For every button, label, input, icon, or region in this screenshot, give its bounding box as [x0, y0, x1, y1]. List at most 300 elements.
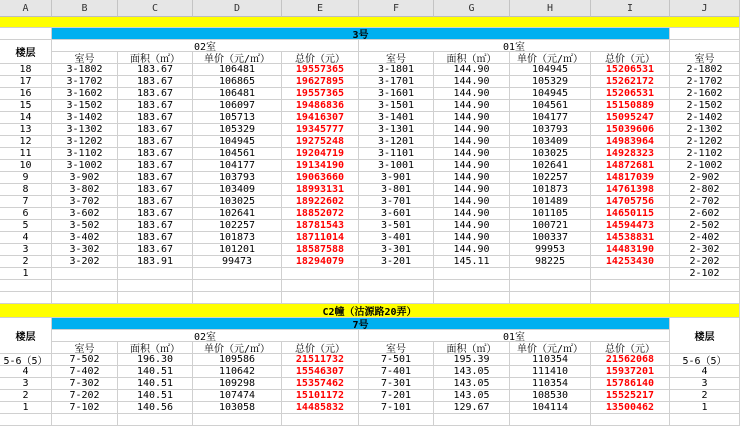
table-cell[interactable]: 15786140 — [591, 378, 670, 390]
table-cell[interactable]: 7-101 — [359, 402, 434, 414]
empty-cell[interactable] — [282, 280, 359, 292]
table-cell[interactable]: 6 — [0, 208, 52, 220]
table-cell[interactable]: 14761398 — [591, 184, 670, 196]
table-cell[interactable]: 183.67 — [118, 244, 193, 256]
table-cell[interactable]: 18294079 — [282, 256, 359, 268]
table-cell[interactable]: 105713 — [193, 112, 282, 124]
table-cell[interactable]: 7-401 — [359, 366, 434, 378]
table-cell[interactable]: 3-1802 — [52, 64, 118, 76]
table-cell[interactable]: 183.67 — [118, 160, 193, 172]
table-cell[interactable]: 2-1002 — [670, 160, 740, 172]
table-cell[interactable]: 183.67 — [118, 148, 193, 160]
table-cell[interactable]: 144.90 — [434, 196, 510, 208]
table-cell[interactable]: 12 — [0, 136, 52, 148]
table-cell[interactable]: 18922602 — [282, 196, 359, 208]
table-cell[interactable]: 19345777 — [282, 124, 359, 136]
table-cell[interactable]: 102257 — [193, 220, 282, 232]
table-cell[interactable]: 14485832 — [282, 402, 359, 414]
table-cell[interactable]: 140.56 — [118, 402, 193, 414]
table-cell[interactable]: 1 — [0, 402, 52, 414]
table-cell[interactable]: 3-502 — [52, 220, 118, 232]
table-cell[interactable]: 183.67 — [118, 64, 193, 76]
column-header-h[interactable]: H — [510, 0, 591, 17]
table-cell[interactable]: 19134190 — [282, 160, 359, 172]
table-cell[interactable]: 2-1502 — [670, 100, 740, 112]
table-cell[interactable]: 101873 — [193, 232, 282, 244]
table-cell[interactable]: 140.51 — [118, 366, 193, 378]
empty-cell[interactable] — [591, 414, 670, 426]
building-3-data-row — [0, 220, 740, 232]
table-cell[interactable]: 15525217 — [591, 390, 670, 402]
table-cell[interactable]: 19557365 — [282, 88, 359, 100]
building-3-data-row — [0, 256, 740, 268]
table-cell[interactable]: 3-202 — [52, 256, 118, 268]
table-cell[interactable]: 15206531 — [591, 64, 670, 76]
building-3-data-row — [0, 244, 740, 256]
table-cell[interactable]: 2 — [0, 390, 52, 402]
building-3-data-row — [0, 136, 740, 148]
table-cell[interactable]: 3-1101 — [359, 148, 434, 160]
table-cell[interactable]: 104561 — [193, 148, 282, 160]
column-header-i[interactable]: I — [591, 0, 670, 17]
table-cell[interactable]: 14594473 — [591, 220, 670, 232]
table-cell[interactable]: 15101172 — [282, 390, 359, 402]
table-cell[interactable]: 3-1001 — [359, 160, 434, 172]
table-cell[interactable]: 144.90 — [434, 220, 510, 232]
table-cell[interactable]: 102641 — [193, 208, 282, 220]
table-cell[interactable]: 3-1701 — [359, 76, 434, 88]
table-cell[interactable]: 10 — [0, 160, 52, 172]
table-cell[interactable]: 15357462 — [282, 378, 359, 390]
table-cell[interactable] — [434, 268, 510, 280]
table-cell[interactable]: 144.90 — [434, 184, 510, 196]
table-cell[interactable]: 14483190 — [591, 244, 670, 256]
empty-cell[interactable] — [359, 292, 434, 304]
table-cell[interactable] — [282, 268, 359, 280]
empty-cell[interactable] — [0, 292, 52, 304]
table-cell[interactable]: 18711014 — [282, 232, 359, 244]
table-cell[interactable]: 104177 — [193, 160, 282, 172]
table-cell[interactable]: 110354 — [510, 354, 591, 366]
empty-cell[interactable] — [510, 280, 591, 292]
table-cell[interactable]: 183.67 — [118, 88, 193, 100]
building-3-data-row — [0, 88, 740, 100]
table-cell[interactable] — [52, 268, 118, 280]
empty-cell[interactable] — [670, 292, 740, 304]
empty-cell[interactable] — [670, 280, 740, 292]
table-cell[interactable]: 15262172 — [591, 76, 670, 88]
empty-cell[interactable] — [510, 414, 591, 426]
empty-cell[interactable] — [591, 280, 670, 292]
column-label: 总价（元） — [591, 52, 670, 64]
table-cell[interactable]: 183.67 — [118, 100, 193, 112]
table-cell[interactable]: 2-1602 — [670, 88, 740, 100]
table-cell[interactable]: 129.67 — [434, 402, 510, 414]
table-cell[interactable]: 105329 — [510, 76, 591, 88]
table-cell[interactable]: 7-202 — [52, 390, 118, 402]
table-cell[interactable]: 144.90 — [434, 88, 510, 100]
table-cell[interactable]: 3-901 — [359, 172, 434, 184]
table-cell[interactable]: 14538831 — [591, 232, 670, 244]
table-cell[interactable]: 2 — [0, 256, 52, 268]
table-cell[interactable]: 101873 — [510, 184, 591, 196]
table-cell[interactable]: 19627895 — [282, 76, 359, 88]
table-cell[interactable]: 3 — [670, 378, 740, 390]
column-label: 单价（元/㎡） — [193, 52, 282, 64]
table-cell[interactable]: 3-701 — [359, 196, 434, 208]
building-3-data-row — [0, 208, 740, 220]
table-cell[interactable]: 14650115 — [591, 208, 670, 220]
empty-cell[interactable] — [510, 292, 591, 304]
table-cell[interactable]: 2-402 — [670, 232, 740, 244]
table-cell[interactable]: 15546307 — [282, 366, 359, 378]
table-cell[interactable]: 14253430 — [591, 256, 670, 268]
table-cell[interactable]: 107474 — [193, 390, 282, 402]
table-cell[interactable] — [510, 268, 591, 280]
table-cell[interactable]: 7-201 — [359, 390, 434, 402]
table-cell[interactable]: 183.67 — [118, 184, 193, 196]
table-cell[interactable]: 195.39 — [434, 354, 510, 366]
table-cell[interactable]: 14 — [0, 112, 52, 124]
table-cell[interactable]: 3-601 — [359, 208, 434, 220]
table-cell[interactable]: 183.67 — [118, 172, 193, 184]
table-cell[interactable]: 104114 — [510, 402, 591, 414]
table-cell[interactable]: 3-1302 — [52, 124, 118, 136]
table-cell[interactable]: 3-1402 — [52, 112, 118, 124]
table-cell[interactable]: 2-102 — [670, 268, 740, 280]
table-cell[interactable]: 144.90 — [434, 64, 510, 76]
building-3-data-row — [0, 172, 740, 184]
table-cell[interactable]: 1 — [0, 268, 52, 280]
table-cell[interactable]: 111410 — [510, 366, 591, 378]
empty-cell[interactable] — [193, 414, 282, 426]
empty-cell[interactable] — [52, 414, 118, 426]
empty-cell[interactable] — [434, 414, 510, 426]
table-cell[interactable]: 2-702 — [670, 196, 740, 208]
table-cell[interactable]: 99473 — [193, 256, 282, 268]
table-cell[interactable]: 7-302 — [52, 378, 118, 390]
table-cell[interactable]: 9 — [0, 172, 52, 184]
table-cell[interactable]: 21511732 — [282, 354, 359, 366]
table-cell[interactable]: 7-301 — [359, 378, 434, 390]
table-cell[interactable]: 14817039 — [591, 172, 670, 184]
table-cell[interactable]: 3-702 — [52, 196, 118, 208]
building-3-title-row — [0, 28, 740, 40]
table-cell[interactable]: 8 — [0, 184, 52, 196]
table-cell[interactable]: 14872681 — [591, 160, 670, 172]
table-cell[interactable]: 144.90 — [434, 100, 510, 112]
table-cell[interactable]: 144.90 — [434, 148, 510, 160]
table-cell[interactable]: 109298 — [193, 378, 282, 390]
c2-floor-header: 楼层 — [0, 318, 52, 354]
table-cell[interactable]: 144.90 — [434, 124, 510, 136]
table-cell[interactable]: 100721 — [510, 220, 591, 232]
table-cell[interactable]: 15937201 — [591, 366, 670, 378]
table-cell[interactable]: 2-1702 — [670, 76, 740, 88]
table-cell[interactable] — [591, 268, 670, 280]
table-cell[interactable]: 140.51 — [118, 390, 193, 402]
table-cell[interactable]: 144.90 — [434, 172, 510, 184]
table-cell[interactable]: 2-602 — [670, 208, 740, 220]
table-cell[interactable]: 106865 — [193, 76, 282, 88]
table-cell[interactable]: 3-802 — [52, 184, 118, 196]
table-cell[interactable]: 19063660 — [282, 172, 359, 184]
column-header-j[interactable]: J — [670, 0, 740, 17]
column-label: 面积（㎡） — [118, 52, 193, 64]
table-cell[interactable]: 106097 — [193, 100, 282, 112]
empty-cell[interactable] — [118, 414, 193, 426]
empty-cell[interactable] — [591, 292, 670, 304]
table-cell[interactable]: 143.05 — [434, 366, 510, 378]
table-cell[interactable]: 3-302 — [52, 244, 118, 256]
building-3-data-row — [0, 184, 740, 196]
column-header-a[interactable]: A — [0, 0, 52, 17]
empty-cell[interactable] — [0, 414, 52, 426]
table-cell[interactable]: 15206531 — [591, 88, 670, 100]
table-cell[interactable]: 18 — [0, 64, 52, 76]
column-label: 室号 — [359, 342, 434, 354]
empty-cell[interactable] — [282, 414, 359, 426]
table-cell[interactable]: 183.67 — [118, 76, 193, 88]
table-cell[interactable]: 103793 — [510, 124, 591, 136]
table-cell[interactable]: 13500462 — [591, 402, 670, 414]
table-cell[interactable]: 3-301 — [359, 244, 434, 256]
table-cell[interactable] — [118, 268, 193, 280]
table-cell[interactable]: 2-202 — [670, 256, 740, 268]
table-cell[interactable]: 145.11 — [434, 256, 510, 268]
table-cell[interactable]: 3-201 — [359, 256, 434, 268]
table-cell[interactable]: 18852072 — [282, 208, 359, 220]
table-cell[interactable]: 11 — [0, 148, 52, 160]
table-cell[interactable]: 101489 — [510, 196, 591, 208]
table-cell[interactable]: 104945 — [510, 88, 591, 100]
table-cell[interactable]: 104561 — [510, 100, 591, 112]
table-cell[interactable]: 104177 — [510, 112, 591, 124]
table-cell[interactable]: 108530 — [510, 390, 591, 402]
table-cell[interactable]: 14928323 — [591, 148, 670, 160]
table-cell[interactable]: 3-1602 — [52, 88, 118, 100]
table-cell[interactable]: 3-1202 — [52, 136, 118, 148]
table-cell[interactable]: 102641 — [510, 160, 591, 172]
empty-cell[interactable] — [359, 414, 434, 426]
table-cell[interactable]: 103025 — [510, 148, 591, 160]
column-header-e[interactable]: E — [282, 0, 359, 17]
building-7-unit-row — [0, 330, 740, 342]
table-cell[interactable]: 3-1502 — [52, 100, 118, 112]
table-cell[interactable]: 4 — [0, 232, 52, 244]
table-cell[interactable]: 105329 — [193, 124, 282, 136]
table-cell[interactable]: 144.90 — [434, 112, 510, 124]
table-cell[interactable]: 2-802 — [670, 184, 740, 196]
table-cell[interactable]: 5-6（5） — [670, 354, 740, 366]
table-cell[interactable]: 19557365 — [282, 64, 359, 76]
table-cell[interactable]: 3-1201 — [359, 136, 434, 148]
table-cell[interactable]: 104945 — [193, 136, 282, 148]
column-label: 总价（元） — [282, 52, 359, 64]
building-7-data-row — [0, 354, 740, 366]
table-cell[interactable]: 15150889 — [591, 100, 670, 112]
table-cell[interactable]: 14705756 — [591, 196, 670, 208]
table-cell[interactable]: 2-302 — [670, 244, 740, 256]
table-cell[interactable]: 2 — [670, 390, 740, 402]
table-cell[interactable]: 109586 — [193, 354, 282, 366]
table-cell[interactable]: 14983964 — [591, 136, 670, 148]
building-2-spacer — [670, 28, 740, 40]
column-header-c[interactable]: C — [118, 0, 193, 17]
table-cell[interactable]: 7-502 — [52, 354, 118, 366]
building-3-title: 3号 — [52, 28, 670, 40]
empty-cell[interactable] — [118, 292, 193, 304]
table-cell[interactable]: 183.67 — [118, 112, 193, 124]
table-cell[interactable]: 3-1601 — [359, 88, 434, 100]
column-label: 单价（元/㎡） — [510, 342, 591, 354]
table-cell[interactable]: 100337 — [510, 232, 591, 244]
table-cell[interactable]: 3 — [0, 378, 52, 390]
table-cell[interactable]: 3-1801 — [359, 64, 434, 76]
table-cell[interactable]: 18587588 — [282, 244, 359, 256]
unit-01-header: 01室 — [359, 40, 670, 52]
empty-cell[interactable] — [670, 414, 740, 426]
table-cell[interactable] — [359, 268, 434, 280]
table-cell[interactable]: 2-1102 — [670, 148, 740, 160]
table-cell[interactable]: 2-1402 — [670, 112, 740, 124]
table-cell[interactable]: 7-501 — [359, 354, 434, 366]
table-cell[interactable]: 104945 — [510, 64, 591, 76]
empty-cell[interactable] — [434, 280, 510, 292]
table-cell[interactable]: 21562068 — [591, 354, 670, 366]
table-cell[interactable]: 18781543 — [282, 220, 359, 232]
table-cell[interactable]: 3-801 — [359, 184, 434, 196]
table-cell[interactable]: 103793 — [193, 172, 282, 184]
c2-unit-02-header: 02室 — [52, 330, 359, 342]
table-cell[interactable]: 99953 — [510, 244, 591, 256]
table-cell[interactable]: 3-1501 — [359, 100, 434, 112]
table-cell[interactable]: 103409 — [510, 136, 591, 148]
table-cell[interactable]: 2-502 — [670, 220, 740, 232]
table-cell[interactable]: 7-102 — [52, 402, 118, 414]
building-7-data-row — [0, 402, 740, 414]
column-header-g[interactable]: G — [434, 0, 510, 17]
table-cell[interactable]: 103025 — [193, 196, 282, 208]
table-cell[interactable]: 183.67 — [118, 232, 193, 244]
building-3-data-row — [0, 112, 740, 124]
table-cell[interactable]: 18993131 — [282, 184, 359, 196]
empty-cell[interactable] — [118, 280, 193, 292]
table-cell[interactable]: 144.90 — [434, 232, 510, 244]
table-cell[interactable]: 3-1102 — [52, 148, 118, 160]
table-cell[interactable]: 3-402 — [52, 232, 118, 244]
table-cell[interactable]: 2-1802 — [670, 64, 740, 76]
table-cell[interactable]: 3-1002 — [52, 160, 118, 172]
table-cell[interactable]: 110642 — [193, 366, 282, 378]
table-cell[interactable]: 19204719 — [282, 148, 359, 160]
table-cell[interactable]: 7 — [0, 196, 52, 208]
building-7-data-row — [0, 390, 740, 402]
table-cell[interactable]: 5-6（5） — [0, 354, 52, 366]
empty-cell[interactable] — [52, 280, 118, 292]
table-cell[interactable]: 3-602 — [52, 208, 118, 220]
table-cell[interactable]: 2-1202 — [670, 136, 740, 148]
table-cell[interactable]: 3 — [0, 244, 52, 256]
table-cell[interactable]: 140.51 — [118, 378, 193, 390]
table-cell[interactable]: 103409 — [193, 184, 282, 196]
building-3-data-row — [0, 160, 740, 172]
column-label: 室号 — [359, 52, 434, 64]
table-cell[interactable]: 144.90 — [434, 136, 510, 148]
table-cell[interactable] — [193, 268, 282, 280]
empty-cell[interactable] — [0, 280, 52, 292]
table-cell[interactable]: 144.90 — [434, 244, 510, 256]
column-header-f[interactable]: F — [359, 0, 434, 17]
table-cell[interactable]: 19416307 — [282, 112, 359, 124]
table-cell[interactable]: 106481 — [193, 88, 282, 100]
table-cell[interactable]: 15095247 — [591, 112, 670, 124]
table-cell[interactable]: 3-1401 — [359, 112, 434, 124]
building-3-data-row — [0, 196, 740, 208]
empty-cell[interactable] — [193, 280, 282, 292]
empty-cell[interactable] — [434, 292, 510, 304]
table-cell[interactable]: 143.05 — [434, 378, 510, 390]
table-cell[interactable]: 5 — [0, 220, 52, 232]
table-cell[interactable]: 183.67 — [118, 220, 193, 232]
table-cell[interactable]: 1 — [670, 402, 740, 414]
building-3-data-row — [0, 268, 740, 280]
column-header-b[interactable]: B — [52, 0, 118, 17]
table-cell[interactable]: 4 — [670, 366, 740, 378]
table-cell[interactable]: 15039606 — [591, 124, 670, 136]
table-cell[interactable]: 4 — [0, 366, 52, 378]
table-cell[interactable]: 3-1301 — [359, 124, 434, 136]
empty-cell[interactable] — [282, 292, 359, 304]
table-cell[interactable]: 183.67 — [118, 208, 193, 220]
column-header-d[interactable]: D — [193, 0, 282, 17]
table-cell[interactable]: 143.05 — [434, 390, 510, 402]
table-cell[interactable]: 3-902 — [52, 172, 118, 184]
table-cell[interactable]: 3-1702 — [52, 76, 118, 88]
table-cell[interactable]: 17 — [0, 76, 52, 88]
column-label: 单价（元/㎡） — [193, 342, 282, 354]
empty-cell[interactable] — [359, 280, 434, 292]
table-cell[interactable]: 2-902 — [670, 172, 740, 184]
table-cell[interactable]: 15 — [0, 100, 52, 112]
table-cell[interactable]: 102257 — [510, 172, 591, 184]
table-cell[interactable]: 183.67 — [118, 124, 193, 136]
table-cell[interactable]: 7-402 — [52, 366, 118, 378]
table-cell[interactable]: 3-401 — [359, 232, 434, 244]
table-cell[interactable]: 183.67 — [118, 136, 193, 148]
table-cell[interactable]: 16 — [0, 88, 52, 100]
table-cell[interactable]: 106481 — [193, 64, 282, 76]
table-cell[interactable]: 19486836 — [282, 100, 359, 112]
table-cell[interactable]: 101105 — [510, 208, 591, 220]
table-cell[interactable]: 3-501 — [359, 220, 434, 232]
table-cell[interactable]: 144.90 — [434, 208, 510, 220]
empty-cell[interactable] — [193, 292, 282, 304]
table-cell[interactable]: 183.67 — [118, 196, 193, 208]
table-cell[interactable]: 144.90 — [434, 76, 510, 88]
empty-cell[interactable] — [52, 292, 118, 304]
table-cell[interactable]: 144.90 — [434, 160, 510, 172]
table-cell[interactable]: 98225 — [510, 256, 591, 268]
table-cell[interactable]: 19275248 — [282, 136, 359, 148]
table-cell[interactable]: 101201 — [193, 244, 282, 256]
table-cell[interactable]: 2-1302 — [670, 124, 740, 136]
table-cell[interactable]: 103058 — [193, 402, 282, 414]
table-cell[interactable]: 13 — [0, 124, 52, 136]
table-cell[interactable]: 183.91 — [118, 256, 193, 268]
table-cell[interactable]: 110354 — [510, 378, 591, 390]
table-cell[interactable]: 196.30 — [118, 354, 193, 366]
